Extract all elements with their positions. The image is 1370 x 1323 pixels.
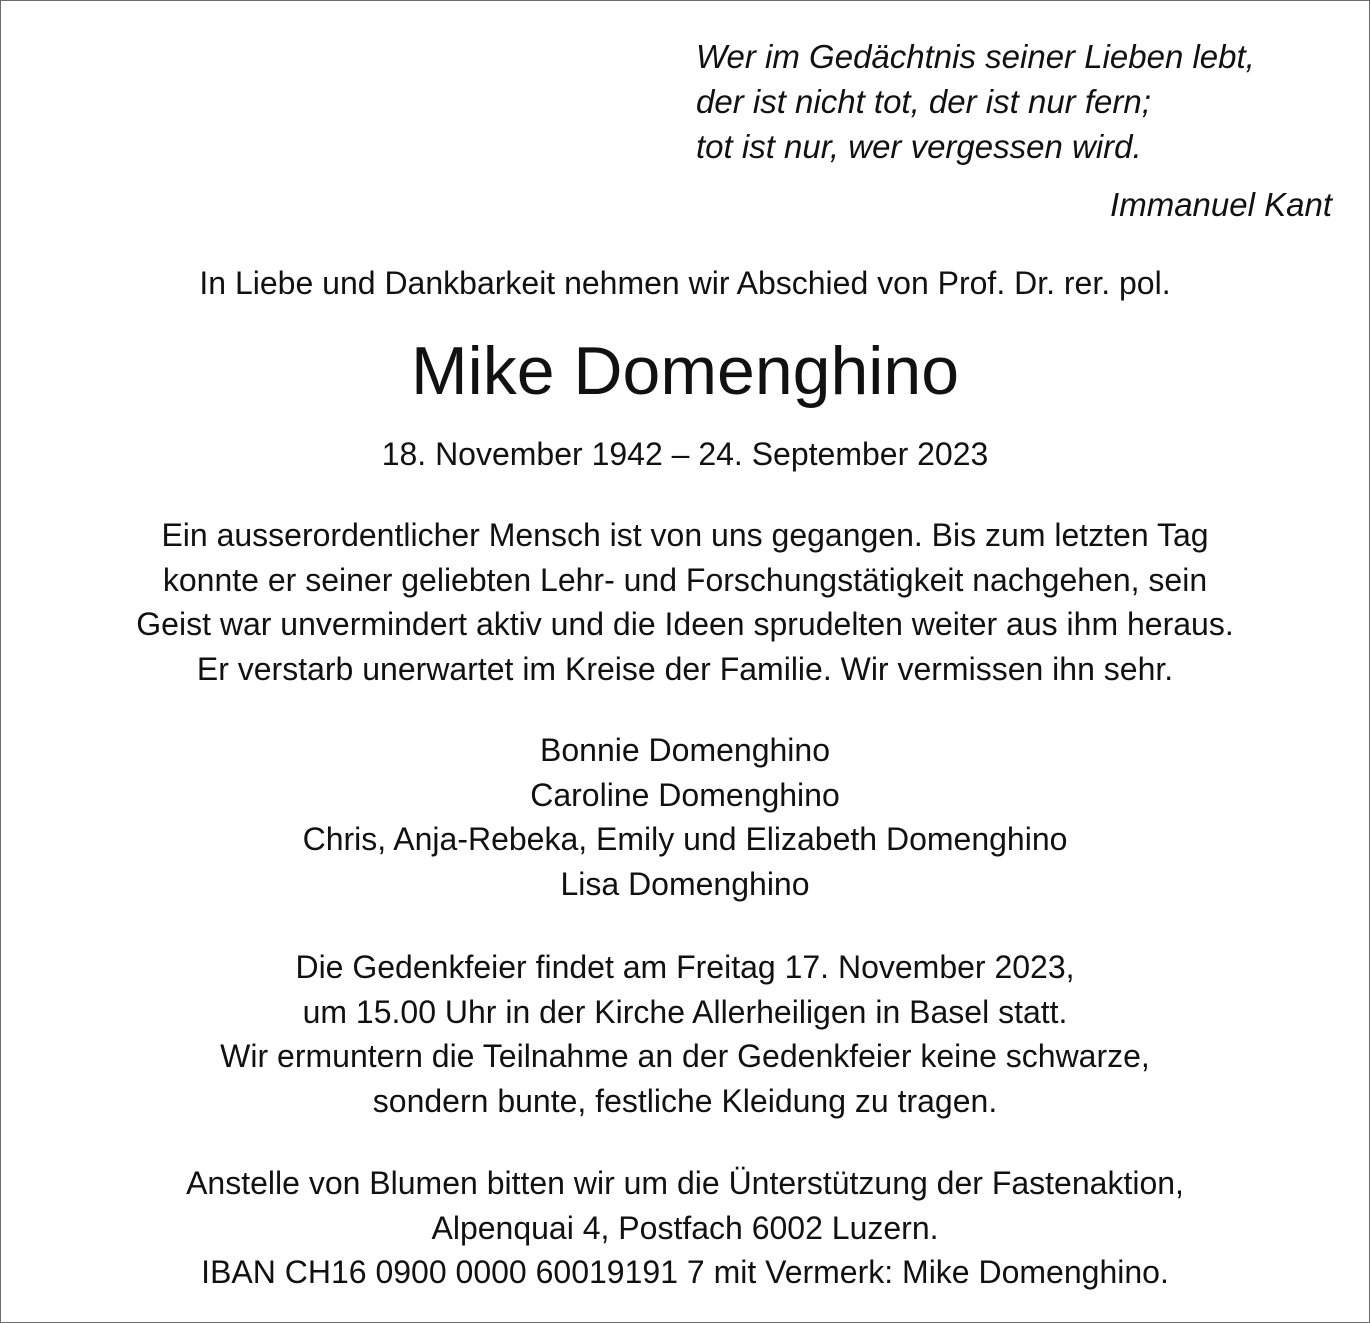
deceased-name: Mike Domenghino — [410, 333, 960, 409]
ceremony-line: um 15.00 Uhr in der Kirche Allerheiligen in Basel statt. — [302, 993, 1068, 1030]
motto-line: der ist nicht tot, der ist nur fern; — [696, 83, 1151, 120]
mourners-list — [1, 728, 1369, 907]
motto-line: tot ist nur, wer vergessen wird. — [696, 128, 1142, 165]
mourner-name: Lisa Domenghino — [560, 866, 810, 903]
tribute-line: Er verstarb unerwartet im Kreise der Familie. Wir vermissen ihn sehr. — [196, 651, 1174, 688]
donation-line: Alpenquai 4, Postfach 6002 Luzern. — [431, 1209, 939, 1246]
motto-line: Wer im Gedächtnis seiner Lieben lebt, — [696, 38, 1255, 75]
motto-quote — [696, 34, 1255, 169]
donation-line: Anstelle von Blumen bitten wir um die Ünterstützung der Fastenaktion, — [186, 1165, 1184, 1201]
tribute-line: Ein ausserordentlicher Mensch ist von uns gegangen. Bis zum letzten Tag — [161, 517, 1209, 553]
ceremony-line: sondern bunte, festliche Kleidung zu tragen. — [372, 1083, 998, 1120]
ceremony-line: Wir ermuntern die Teilnahme an der Gedenkfeier keine schwarze, — [220, 1038, 1150, 1075]
tribute-paragraph — [1, 513, 1369, 692]
tribute-line: konnte er seiner geliebten Lehr- und Forschungstätigkeit nachgehen, sein — [162, 561, 1208, 598]
donation-info — [1, 1161, 1369, 1295]
mourner-name: Bonnie Domenghino — [540, 732, 830, 768]
ceremony-info — [1, 945, 1369, 1124]
tribute-line: Geist war unvermindert aktiv und die Ideen sprudelten weiter aus ihm heraus. — [136, 606, 1234, 643]
donation-line: IBAN CH16 0900 0000 60019191 7 mit Vermerk: Mike Domenghino. — [201, 1254, 1169, 1291]
life-dates: 18. November 1942 – 24. September 2023 — [381, 436, 989, 472]
ceremony-line: Die Gedenkfeier findet am Freitag 17. November 2023, — [295, 949, 1075, 985]
mourner-name: Chris, Anja-Rebeka, Emily und Elizabeth Domenghino — [302, 821, 1068, 858]
intro-line: In Liebe und Dankbarkeit nehmen wir Abschied von Prof. Dr. rer. pol. — [199, 265, 1171, 301]
motto-author: Immanuel Kant — [1110, 186, 1332, 223]
mourner-name: Caroline Domenghino — [530, 776, 840, 813]
